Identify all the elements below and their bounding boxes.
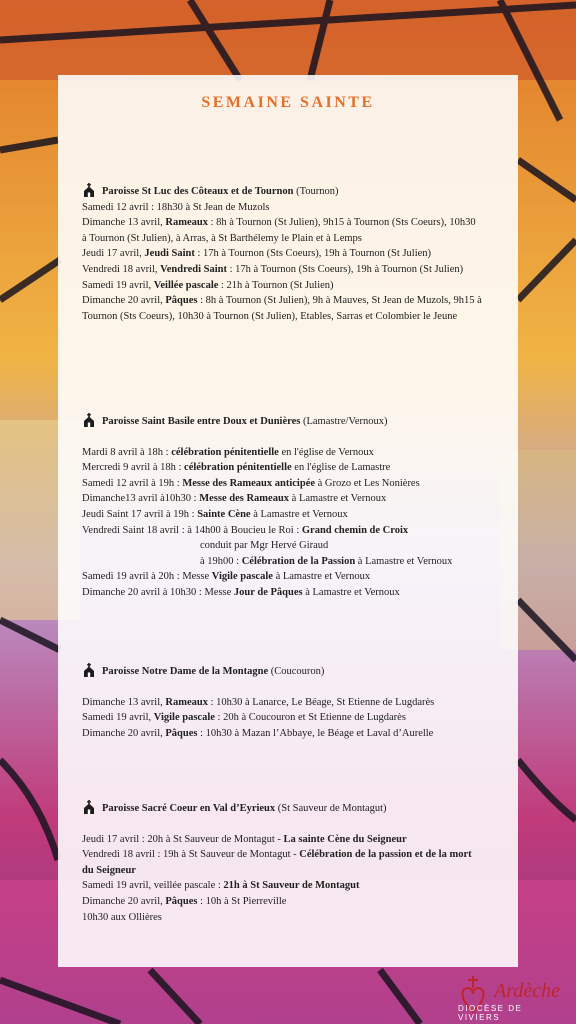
- event-name: Veillée pascale: [153, 279, 219, 291]
- schedule-text: Samedi 19 avril,: [82, 712, 154, 724]
- schedule-text: conduit par Mgr Hervé Giraud: [200, 540, 329, 552]
- parish-place: (Tournon): [293, 186, 339, 197]
- schedule-text: Samedi 19 avril à 20h : Messe: [82, 571, 212, 583]
- church-icon: [82, 183, 96, 197]
- schedule-line: [82, 726, 482, 742]
- schedule-text: : 8h à Tournon (St Julien), 9h15 à Tournon (Sts Coeurs), 10h30 à Tournon (St Julien), à Arras, à St Barthélemy le Plain et à Lemps: [82, 217, 476, 244]
- parish-heading: [82, 801, 482, 817]
- schedule-line: [82, 476, 482, 492]
- schedule-text: à Lamastre et Vernoux: [250, 508, 348, 520]
- parish-section: [82, 801, 482, 925]
- schedule-text: à Grozo et Les Nonières: [315, 477, 420, 489]
- event-name: La sainte Cène du Seigneur: [283, 833, 407, 845]
- event-name: Célébration de la passion et de la mort du Seigneur: [82, 849, 472, 876]
- parish-heading: [82, 414, 482, 430]
- schedule-text: : 20h à Coucouron et St Etienne de Lugdarès: [214, 712, 406, 724]
- parish-section: [82, 414, 482, 601]
- schedule-line: [82, 491, 482, 507]
- logo-name: Ardèche: [494, 980, 560, 1002]
- event-name: Messe des Rameaux: [199, 493, 290, 505]
- schedule-text: Samedi 12 avril : 18h30 à St Jean de Muzols: [82, 201, 270, 213]
- schedule-line: [82, 200, 482, 216]
- schedule-line: [82, 538, 482, 554]
- schedule-text: : 17h à Tournon (Sts Coeurs), 19h à Tournon (St Julien): [226, 263, 464, 275]
- schedule-line: [82, 878, 482, 894]
- schedule-line: [82, 523, 482, 539]
- parish-name: Paroisse Sacré Coeur en Val d’Eyrieux: [102, 803, 276, 814]
- schedule-text: Dimanche 13 avril,: [82, 217, 166, 229]
- schedule-text: en l'église de Vernoux: [278, 446, 374, 458]
- event-name: Grand chemin de Croix: [301, 524, 409, 536]
- parish-place: (Lamastre/Vernoux): [300, 416, 388, 427]
- schedule-text: Dimanche 20 avril,: [82, 295, 166, 307]
- page-title: SEMAINE SAINTE: [201, 94, 375, 111]
- church-icon: [82, 663, 96, 677]
- parish-name: Paroisse St Luc des Côteaux et de Tournon: [102, 186, 294, 197]
- schedule-line: [82, 710, 482, 726]
- schedule-line: [82, 507, 482, 523]
- schedule-line: [82, 695, 482, 711]
- schedule-line: [82, 293, 482, 324]
- schedule-line: [82, 278, 482, 294]
- schedule-line: [82, 445, 482, 461]
- schedule-text: Dimanche 20 avril,: [82, 895, 166, 907]
- schedule-text: à Lamastre et Vernoux: [289, 493, 387, 505]
- schedule-text: Dimanche 20 avril à 10h30 : Messe: [82, 586, 234, 598]
- schedule-text: à Lamastre et Vernoux: [355, 555, 453, 567]
- parish-section: [82, 664, 482, 741]
- event-name: Sainte Cène: [197, 508, 251, 520]
- schedule-line: [82, 910, 482, 926]
- schedule-text: : 8h à Tournon (St Julien), 9h à Mauves, St Jean de Muzols, 9h15 à Tournon (Sts Coeurs), 10h30 à Tournon (St Julien), Etables, Sarras et Colombier le Jeune: [82, 295, 482, 322]
- event-name: Vendredi Saint: [160, 263, 227, 275]
- event-name: Jeudi Saint: [144, 248, 195, 260]
- schedule-text: Samedi 19 avril,: [82, 279, 154, 291]
- schedule-line: [82, 460, 482, 476]
- event-name: célébration pénitentielle: [184, 462, 292, 474]
- diocese-logo: [458, 970, 568, 1020]
- church-icon: [82, 413, 96, 427]
- event-name: Pâques: [165, 895, 198, 907]
- event-name: Jour de Pâques: [233, 586, 303, 598]
- event-name: Rameaux: [165, 696, 208, 708]
- event-name: Rameaux: [165, 217, 208, 229]
- event-name: Pâques: [165, 295, 198, 307]
- schedule-text: Mardi 8 avril à 18h :: [82, 446, 172, 458]
- schedule-text: Samedi 12 avril à 19h :: [82, 477, 183, 489]
- schedule-text: Jeudi 17 avril : 20h à St Sauveur de Montagut -: [82, 833, 284, 845]
- schedule-text: Mercredi 9 avril à 18h :: [82, 462, 185, 474]
- schedule-text: à 19h00 :: [200, 555, 242, 567]
- event-name: célébration pénitentielle: [171, 446, 279, 458]
- schedule-text: à Lamastre et Vernoux: [302, 586, 400, 598]
- schedule-line: [82, 215, 482, 246]
- schedule-line: [82, 262, 482, 278]
- schedule-line: [82, 246, 482, 262]
- schedule-text: : 10h30 à Mazan l’Abbaye, le Béage et Laval d’Aurelle: [197, 727, 434, 739]
- schedule-text: Samedi 19 avril, veillée pascale :: [82, 880, 224, 892]
- schedule-text: Vendredi Saint 18 avril : à 14h00 à Boucieu le Roi :: [82, 524, 302, 536]
- event-name: Vigile pascale: [211, 571, 273, 583]
- schedule-text: Jeudi 17 avril,: [82, 248, 145, 260]
- schedule-text: : 10h30 à Lanarce, Le Béage, St Etienne de Lugdarès: [207, 696, 435, 708]
- schedule-text: Vendredi 18 avril,: [82, 263, 161, 275]
- schedule-text: à Lamastre et Vernoux: [272, 571, 371, 583]
- schedule-line: [82, 832, 482, 848]
- schedule-line: [82, 585, 482, 601]
- event-name: 21h à St Sauveur de Montagut: [223, 880, 360, 892]
- event-name: Célébration de la Passion: [241, 555, 356, 567]
- schedule-text: : 21h à Tournon (St Julien): [218, 279, 334, 291]
- parish-place: (Coucouron): [268, 666, 325, 677]
- event-name: Vigile pascale: [153, 712, 215, 724]
- schedule-text: : 10h à St Pierreville: [197, 895, 287, 907]
- schedule-text: Dimanche 20 avril,: [82, 727, 166, 739]
- schedule-line: [82, 554, 482, 570]
- schedule-line: [82, 847, 482, 878]
- event-name: Messe des Rameaux anticipée: [182, 477, 316, 489]
- schedule-text: : 17h à Tournon (Sts Coeurs), 19h à Tournon (St Julien): [194, 248, 432, 260]
- schedule-text: en l'église de Lamastre: [291, 462, 391, 474]
- parish-name: Paroisse Notre Dame de la Montagne: [102, 666, 269, 677]
- event-name: Pâques: [165, 727, 198, 739]
- church-icon: [82, 800, 96, 814]
- schedule-text: Jeudi Saint 17 avril à 19h :: [82, 508, 198, 520]
- parish-name: Paroisse Saint Basile entre Doux et Dunières: [102, 416, 301, 427]
- schedule-text: 10h30 aux Ollières: [82, 911, 162, 923]
- schedule-text: Dimanche13 avril à10h30 :: [82, 493, 200, 505]
- schedule-line: [82, 894, 482, 910]
- schedule-text: Vendredi 18 avril : 19h à St Sauveur de Montagut -: [82, 849, 300, 861]
- parish-heading: [82, 184, 482, 200]
- logo-subtitle: DIOCÈSE DE VIVIERS: [458, 1004, 523, 1022]
- parish-place: (St Sauveur de Montagut): [275, 803, 387, 814]
- parish-heading: [82, 664, 482, 680]
- schedule-text: Dimanche 13 avril,: [82, 696, 166, 708]
- parish-section: [82, 184, 482, 324]
- schedule-line: [82, 569, 482, 585]
